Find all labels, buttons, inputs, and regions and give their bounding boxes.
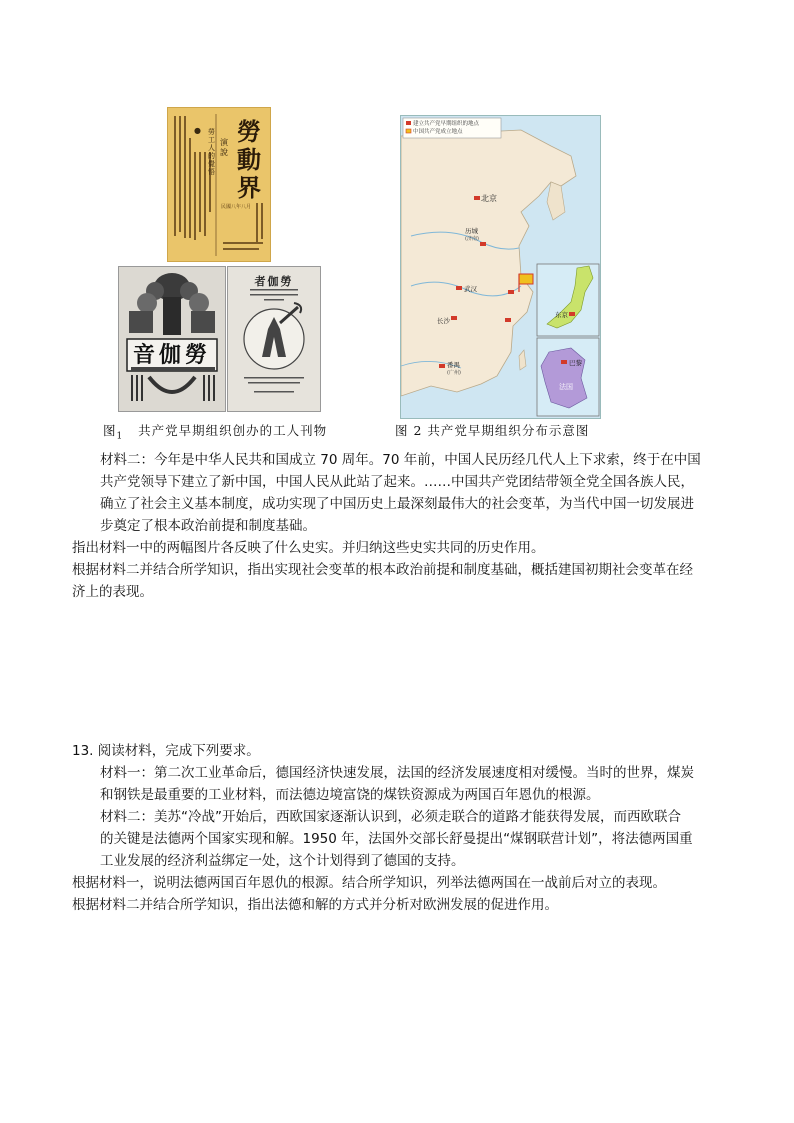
figure1-caption-number: 1 <box>116 431 124 442</box>
place-guangzhou: (广州) <box>447 370 461 376</box>
q13-heading: 13. 阅读材料，完成下列要求。 <box>72 743 260 759</box>
question-line: 根据材料二并结合所学知识，指出实现社会变革的根本政治前提和制度基础，概括建国初期社会变革在经 <box>72 562 693 578</box>
legend-item-party-founding: 中国共产党成立地点 <box>413 129 463 135</box>
question-line: 指出材料一中的两幅图片各反映了什么史实。并归纳这些史实共同的历史作用。 <box>72 540 545 556</box>
q13-material2-line: 材料二：美苏“冷战”开始后，西欧国家逐渐认识到，必须走联合的道路才能获得发展，而西欧联合 <box>100 809 681 825</box>
magazine-laodongzhe-title: 者伽勞 <box>254 275 294 288</box>
legend-item-founding-sites: 建立共产党早期组织的地点 <box>413 121 480 127</box>
material2-line: 步奠定了根本政治前提和制度基础。 <box>100 518 316 534</box>
figure2-caption: 图 2 共产党早期组织分布示意图 <box>395 423 590 438</box>
magazine-title-char: 界 <box>237 173 261 202</box>
map-art <box>401 116 600 418</box>
early-organization-map <box>400 115 601 419</box>
place-tokyo: 东京 <box>555 311 568 319</box>
place-licheng: 历城 <box>465 227 478 235</box>
q13-question: 根据材料二并结合所学知识，指出法德和解的方式并分析对欧洲发展的促进作用。 <box>72 897 558 913</box>
magazine-title-char: 勞 <box>237 117 261 146</box>
magazine-laodongjie-cover <box>167 107 271 262</box>
place-paris: 巴黎 <box>569 359 582 367</box>
figure1-caption-prefix: 图 <box>103 423 117 438</box>
magazine-side-heading: ● <box>194 126 201 135</box>
svg-text:民國八年八月: 民國八年八月 <box>221 204 252 210</box>
place-beijing: 北京 <box>481 194 497 203</box>
q13-material1-line: 和钢铁是最重要的工业材料，而法德边境富饶的煤铁资源成为两国百年恩仇的根源。 <box>100 787 600 803</box>
q13-material2-line: 的关键是法德两个国家实现和解。1950 年，法国外交部长舒曼提出“煤钢联营计划”，将法德两国重 <box>100 831 693 847</box>
magazine-laodongyin-cover <box>118 266 226 412</box>
place-changsha: 长沙 <box>437 317 450 325</box>
magazine-side-heading-text: 勞工人的覺悟 <box>208 128 215 176</box>
question-line: 济上的表现。 <box>72 584 153 600</box>
q13-material2-line: 工业发展的经济利益绑定一处，这个计划得到了德国的支持。 <box>100 853 465 869</box>
place-panyu: 番禺 <box>447 361 460 369</box>
magazine-laodongzhe-cover <box>227 266 321 412</box>
material2-line: 确立了社会主义基本制度，成功实现了中国历史上最深刻最伟大的社会变革，为当代中国一切发展进 <box>100 496 694 512</box>
figure1-caption-text: 共产党早期组织创办的工人刊物 <box>138 423 328 438</box>
magazine-title-char: 動 <box>237 145 261 174</box>
place-france: 法国 <box>559 383 573 391</box>
place-jinan: (济南) <box>465 236 479 242</box>
figure1-caption <box>103 421 327 442</box>
q13-material1-line: 材料一：第二次工业革命后，德国经济快速发展，法国的经济发展速度相对缓慢。当时的世界，煤炭 <box>100 765 694 781</box>
magazine-subtitle: 演說 <box>220 138 228 157</box>
material2-line: 共产党领导下建立了新中国，中国人民从此站了起来。……中国共产党团结带领全党全国各族人民， <box>100 474 694 490</box>
magazine-laodongyin-title: 音伽勞 <box>133 342 212 368</box>
place-wuhan: 武汉 <box>464 285 477 293</box>
q13-question: 根据材料一，说明法德两国百年恩仇的根源。结合所学知识，列举法德两国在一战前后对立的表现。 <box>72 875 666 891</box>
material2-line: 材料二：今年是中华人民共和国成立 70 周年。70 年前，中国人民历经几代人上下求索，终于在中国 <box>100 452 701 468</box>
